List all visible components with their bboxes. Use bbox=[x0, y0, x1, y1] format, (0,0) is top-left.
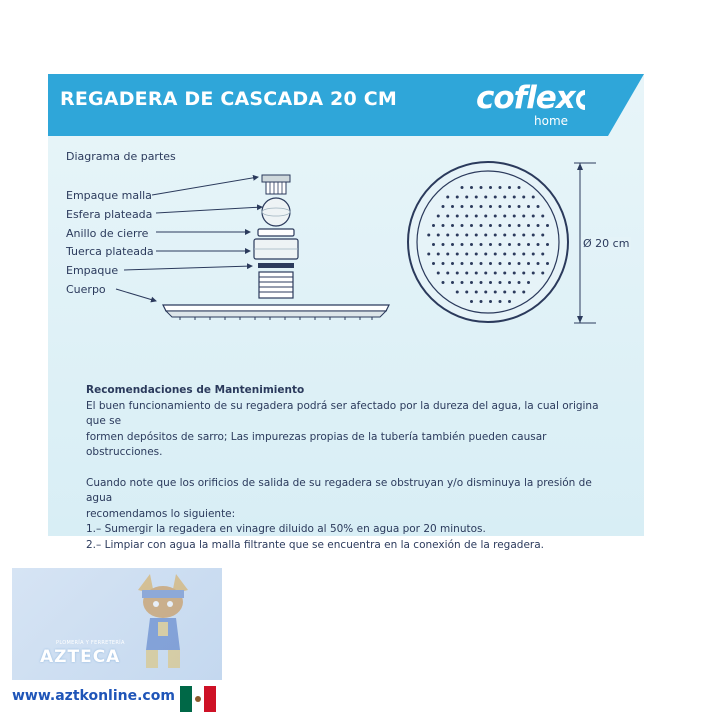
nozzle-hole bbox=[527, 224, 530, 227]
nozzle-hole bbox=[480, 186, 483, 189]
part-label-esfera-plateada: Esfera plateada bbox=[66, 208, 153, 221]
nozzle-hole bbox=[499, 262, 502, 265]
nozzle-hole bbox=[518, 262, 521, 265]
nozzle-hole bbox=[427, 253, 430, 256]
nozzle-hole bbox=[437, 253, 440, 256]
nozzle-hole bbox=[541, 272, 544, 275]
diameter-label: Ø 20 cm bbox=[583, 237, 630, 250]
nozzle-hole bbox=[480, 224, 483, 227]
maintenance-text-line: formen depósitos de sarro; Las impurezas propias de la tubería también pueden causar obstrucciones. bbox=[86, 430, 547, 458]
part-label-anillo-cierre: Anillo de cierre bbox=[66, 227, 149, 240]
nozzle-hole bbox=[451, 224, 454, 227]
nozzle-hole bbox=[446, 272, 449, 275]
nozzle-hole bbox=[432, 262, 435, 265]
part-label-empaque-malla: Empaque malla bbox=[66, 189, 152, 202]
nozzle-hole bbox=[484, 272, 487, 275]
nozzle-hole bbox=[451, 262, 454, 265]
nozzle-hole bbox=[461, 205, 464, 208]
nozzle-hole bbox=[489, 186, 492, 189]
nozzle-hole bbox=[499, 281, 502, 284]
nozzle-hole bbox=[480, 243, 483, 246]
nozzle-hole bbox=[451, 281, 454, 284]
nozzle-hole bbox=[499, 205, 502, 208]
page-title: REGADERA DE CASCADA 20 CM bbox=[60, 88, 397, 110]
nozzle-hole bbox=[522, 272, 525, 275]
nozzle-hole bbox=[470, 262, 473, 265]
nozzle-hole bbox=[461, 243, 464, 246]
nozzle-hole bbox=[442, 224, 445, 227]
mascot-icon bbox=[128, 572, 198, 676]
nozzle-hole bbox=[470, 300, 473, 303]
nozzle-hole bbox=[499, 300, 502, 303]
watermark-subtitle: PLOMERÍA Y FERRETERÍA bbox=[56, 640, 125, 646]
nozzle-hole bbox=[442, 205, 445, 208]
nozzle-hole bbox=[508, 205, 511, 208]
nozzle-hole bbox=[442, 262, 445, 265]
maintenance-text-line: Cuando note que los orificios de salida de su regadera se obstruyan y/o disminuya la presión de agua bbox=[86, 476, 592, 504]
nozzle-hole bbox=[475, 234, 478, 237]
nozzle-hole bbox=[518, 243, 521, 246]
nozzle-hole bbox=[456, 253, 459, 256]
nozzle-hole bbox=[541, 234, 544, 237]
nozzle-hole bbox=[518, 186, 521, 189]
nozzle-hole bbox=[446, 253, 449, 256]
nozzle-hole bbox=[499, 224, 502, 227]
nozzle-hole bbox=[537, 243, 540, 246]
nozzle-hole bbox=[494, 291, 497, 294]
nozzle-hole bbox=[446, 234, 449, 237]
nozzle-hole bbox=[489, 262, 492, 265]
nozzle-hole bbox=[513, 253, 516, 256]
nozzle-hole bbox=[518, 224, 521, 227]
nozzle-hole bbox=[499, 243, 502, 246]
nozzle-hole bbox=[527, 281, 530, 284]
nozzle-hole bbox=[480, 300, 483, 303]
nozzle-hole bbox=[494, 215, 497, 218]
maintenance-heading: Recomendaciones de Mantenimiento bbox=[86, 384, 305, 396]
nozzle-hole bbox=[532, 196, 535, 199]
part-label-empaque: Empaque bbox=[66, 264, 119, 277]
brand-name: coflex bbox=[476, 80, 575, 116]
nozzle-hole bbox=[484, 291, 487, 294]
nozzle-hole bbox=[475, 253, 478, 256]
nozzle-hole bbox=[503, 272, 506, 275]
nozzle-hole bbox=[532, 272, 535, 275]
nozzle-hole bbox=[546, 262, 549, 265]
nozzle-hole bbox=[489, 205, 492, 208]
nozzle-hole bbox=[432, 243, 435, 246]
nozzle-hole bbox=[503, 291, 506, 294]
nozzle-hole bbox=[456, 234, 459, 237]
nozzle-hole bbox=[513, 234, 516, 237]
nozzle-hole bbox=[437, 234, 440, 237]
nozzle-hole bbox=[508, 186, 511, 189]
nozzle-hole bbox=[470, 243, 473, 246]
nozzle-hole bbox=[508, 300, 511, 303]
nozzle-hole bbox=[451, 205, 454, 208]
nozzle-hole bbox=[461, 281, 464, 284]
nozzle-hole bbox=[494, 196, 497, 199]
nozzle-hole bbox=[456, 272, 459, 275]
nozzle-hole bbox=[465, 291, 468, 294]
nozzle-hole bbox=[522, 291, 525, 294]
nozzle-hole bbox=[489, 243, 492, 246]
nozzle-hole bbox=[518, 205, 521, 208]
nozzle-hole bbox=[456, 215, 459, 218]
nozzle-hole bbox=[513, 215, 516, 218]
diagram-title: Diagrama de partes bbox=[66, 150, 176, 163]
nozzle-hole bbox=[527, 262, 530, 265]
nozzle-hole bbox=[465, 215, 468, 218]
nozzle-hole bbox=[522, 234, 525, 237]
nozzle-hole bbox=[480, 205, 483, 208]
nozzle-hole bbox=[489, 224, 492, 227]
nozzle-hole bbox=[442, 281, 445, 284]
nozzle-hole bbox=[456, 196, 459, 199]
nozzle-hole bbox=[494, 272, 497, 275]
nozzle-hole bbox=[451, 243, 454, 246]
nozzle-hole bbox=[546, 224, 549, 227]
nozzle-hole bbox=[532, 253, 535, 256]
nozzle-hole bbox=[513, 272, 516, 275]
nozzle-hole bbox=[532, 234, 535, 237]
nozzle-hole bbox=[503, 234, 506, 237]
nozzle-hole bbox=[541, 215, 544, 218]
nozzle-hole bbox=[546, 243, 549, 246]
nozzle-hole bbox=[508, 262, 511, 265]
nozzle-hole bbox=[508, 281, 511, 284]
nozzle-hole bbox=[537, 224, 540, 227]
nozzle-hole bbox=[480, 262, 483, 265]
nozzle-hole bbox=[475, 272, 478, 275]
maintenance-step: 1.– Sumergir la regadera en vinagre diluido al 50% en agua por 20 minutos. bbox=[86, 523, 486, 535]
nozzle-hole bbox=[532, 215, 535, 218]
nozzle-hole bbox=[461, 262, 464, 265]
nozzle-hole bbox=[484, 215, 487, 218]
nozzle-hole bbox=[503, 253, 506, 256]
nozzle-hole bbox=[446, 215, 449, 218]
nozzle-hole bbox=[470, 205, 473, 208]
nozzle-hole bbox=[513, 291, 516, 294]
nozzle-hole bbox=[432, 224, 435, 227]
nozzle-hole bbox=[489, 281, 492, 284]
nozzle-hole bbox=[437, 215, 440, 218]
brand-sub: home bbox=[534, 114, 569, 128]
nozzle-hole bbox=[527, 243, 530, 246]
nozzle-hole bbox=[461, 224, 464, 227]
mexico-flag-icon bbox=[180, 686, 216, 712]
nozzle-hole bbox=[522, 215, 525, 218]
nozzle-hole bbox=[470, 186, 473, 189]
nozzle-hole bbox=[456, 291, 459, 294]
nozzle-hole bbox=[503, 215, 506, 218]
nozzle-hole bbox=[475, 291, 478, 294]
nozzle-hole bbox=[484, 234, 487, 237]
nozzle-hole bbox=[465, 253, 468, 256]
part-label-tuerca-plateada: Tuerca plateada bbox=[66, 245, 154, 258]
nozzle-hole bbox=[484, 196, 487, 199]
nozzle-hole bbox=[537, 205, 540, 208]
nozzle-hole bbox=[522, 196, 525, 199]
nozzle-hole bbox=[499, 186, 502, 189]
nozzle-hole bbox=[541, 253, 544, 256]
nozzle-hole bbox=[508, 243, 511, 246]
nozzle-hole bbox=[537, 262, 540, 265]
nozzle-hole bbox=[465, 234, 468, 237]
nozzle-hole bbox=[527, 205, 530, 208]
nozzle-hole bbox=[489, 300, 492, 303]
nozzle-hole bbox=[475, 196, 478, 199]
nozzle-hole bbox=[442, 243, 445, 246]
nozzle-hole bbox=[508, 224, 511, 227]
nozzle-hole bbox=[503, 196, 506, 199]
nozzle-hole bbox=[446, 196, 449, 199]
maintenance-text-line: recomendamos lo siguiente: bbox=[86, 507, 236, 520]
maintenance-text-line: El buen funcionamiento de su regadera podrá ser afectado por la dureza del agua, la cual origina que se bbox=[86, 399, 599, 427]
nozzle-hole bbox=[494, 253, 497, 256]
maintenance-step: 2.– Limpiar con agua la malla filtrante que se encuentra en la conexión de la regadera. bbox=[86, 538, 544, 551]
nozzle-hole bbox=[518, 281, 521, 284]
nozzle-hole bbox=[465, 272, 468, 275]
nozzle-hole bbox=[461, 186, 464, 189]
nozzle-hole bbox=[494, 234, 497, 237]
nozzle-hole bbox=[475, 215, 478, 218]
nozzle-hole bbox=[480, 281, 483, 284]
nozzle-hole bbox=[522, 253, 525, 256]
nozzle-hole bbox=[437, 272, 440, 275]
nozzle-hole bbox=[465, 196, 468, 199]
part-label-cuerpo: Cuerpo bbox=[66, 283, 106, 296]
nozzle-hole bbox=[513, 196, 516, 199]
maintenance-section bbox=[86, 383, 606, 553]
nozzle-hole bbox=[470, 281, 473, 284]
watermark-brand: AZTECA bbox=[40, 647, 121, 667]
nozzle-hole bbox=[427, 234, 430, 237]
nozzle-hole bbox=[484, 253, 487, 256]
website-link[interactable]: www.aztkonline.com bbox=[12, 688, 175, 704]
nozzle-hole bbox=[470, 224, 473, 227]
